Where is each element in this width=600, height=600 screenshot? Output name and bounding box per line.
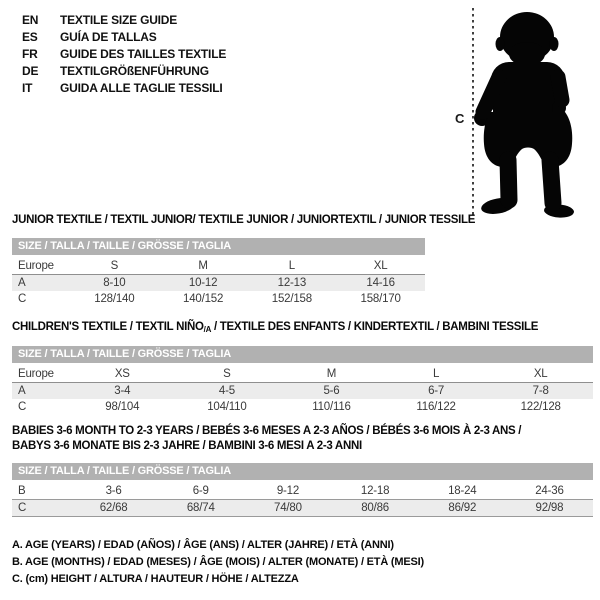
language-code: ES bbox=[22, 29, 38, 44]
children-size-table bbox=[12, 346, 593, 415]
legend-line-c: C. (cm) HEIGHT / ALTURA / HAUTEUR / HÖHE / ALTEZZA bbox=[12, 573, 299, 585]
height-cell: 104/110 bbox=[207, 401, 247, 413]
age-cell: 14-16 bbox=[366, 277, 395, 289]
language-row-fr bbox=[22, 45, 226, 62]
size-cell: M bbox=[198, 259, 208, 272]
junior-section-heading: JUNIOR TEXTILE / TEXTIL JUNIOR/ TEXTILE JUNIOR / JUNIORTEXTIL / JUNIOR TESSILE bbox=[12, 214, 476, 226]
height-cell: 152/158 bbox=[271, 293, 312, 305]
size-cell: L bbox=[432, 367, 440, 380]
language-title: GUIDA ALLE TAGLIE TESSILI bbox=[60, 80, 223, 95]
row-label: A bbox=[18, 277, 26, 289]
language-row-de bbox=[22, 62, 226, 79]
language-row-it bbox=[22, 79, 226, 96]
table-row-height bbox=[12, 291, 425, 307]
age-cell: 10-12 bbox=[188, 277, 218, 289]
row-label: C bbox=[18, 293, 27, 305]
size-cell: S bbox=[223, 367, 231, 380]
children-heading-text: CHILDREN'S TEXTILE / TEXTIL NIÑO bbox=[12, 321, 204, 333]
size-cell: XL bbox=[373, 259, 388, 272]
language-code: IT bbox=[22, 80, 33, 95]
age-cell: 7-8 bbox=[532, 385, 549, 397]
row-label: Europe bbox=[18, 367, 54, 380]
size-cell: XL bbox=[533, 367, 548, 380]
size-cell: S bbox=[110, 259, 119, 272]
legend-line-a: A. AGE (YEARS) / EDAD (AÑOS) / ÂGE (ANS) / ALTER (JAHRE) / ETÀ (ANNI) bbox=[12, 539, 394, 551]
language-title: GUÍA DE TALLAS bbox=[60, 29, 157, 44]
table-row-age bbox=[12, 383, 593, 399]
legend bbox=[12, 537, 424, 588]
size-cell: M bbox=[326, 367, 337, 380]
table-row-europe bbox=[12, 365, 593, 383]
babies-section-heading bbox=[12, 424, 521, 454]
language-code: EN bbox=[22, 12, 39, 27]
size-header-bar: SIZE / TALLA / TAILLE / GRÖSSE / TAGLIA bbox=[12, 346, 593, 363]
table-row-age-months bbox=[12, 482, 593, 500]
size-cell: L bbox=[288, 259, 295, 272]
height-cell: 122/128 bbox=[520, 401, 561, 413]
age-cell: 12-13 bbox=[277, 277, 307, 289]
age-cell: 3-4 bbox=[114, 385, 131, 397]
height-cell: 74/80 bbox=[274, 502, 302, 514]
height-cell: 98/104 bbox=[105, 401, 140, 413]
row-label: C bbox=[18, 502, 27, 514]
height-cell: 68/74 bbox=[186, 502, 215, 514]
age-cell: 4-5 bbox=[218, 385, 235, 397]
children-section-heading bbox=[12, 321, 538, 334]
language-title: TEXTILE SIZE GUIDE bbox=[60, 12, 178, 27]
height-cell: 158/170 bbox=[360, 293, 401, 305]
junior-size-table bbox=[12, 238, 425, 307]
table-row-height bbox=[12, 500, 593, 517]
table-row-height bbox=[12, 399, 593, 415]
height-cell: 80/86 bbox=[361, 502, 389, 514]
age-cell: 24-36 bbox=[535, 484, 564, 497]
babies-heading-line2: BABYS 3-6 MONATE BIS 2-3 JAHRE / BAMBINI 3-6 MESI A 2-3 ANNI bbox=[12, 440, 362, 452]
language-title: TEXTILGRÖßENFÜHRUNG bbox=[60, 63, 209, 78]
height-cell: 110/116 bbox=[312, 401, 351, 413]
age-cell: 12-18 bbox=[360, 484, 390, 497]
language-code: FR bbox=[22, 46, 38, 61]
babies-heading-line1: BABIES 3-6 MONTH TO 2-3 YEARS / BEBÉS 3-6 MESES A 2-3 AÑOS / BÉBÉS 3-6 MOIS À 2-3 ANS / bbox=[12, 425, 522, 437]
height-cell: 140/152 bbox=[183, 293, 224, 305]
age-cell: 3-6 bbox=[105, 484, 122, 497]
size-header-bar: SIZE / TALLA / TAILLE / GRÖSSE / TAGLIA bbox=[12, 238, 425, 255]
language-list bbox=[22, 11, 226, 96]
row-label: B bbox=[18, 484, 26, 497]
table-row-age bbox=[12, 275, 425, 291]
language-title: GUIDE DES TAILLES TEXTILE bbox=[60, 46, 227, 61]
age-cell: 8-10 bbox=[103, 277, 126, 289]
children-heading-subscript: /A bbox=[203, 325, 212, 334]
table-row-europe bbox=[12, 257, 425, 275]
size-header-bar: SIZE / TALLA / TAILLE / GRÖSSE / TAGLIA bbox=[12, 463, 593, 480]
language-code: DE bbox=[22, 63, 39, 78]
row-label: Europe bbox=[18, 259, 54, 272]
height-cell: 128/140 bbox=[94, 293, 135, 305]
toddler-silhouette-figure bbox=[450, 2, 598, 224]
age-cell: 18-24 bbox=[448, 484, 477, 497]
legend-line-b: B. AGE (MONTHS) / EDAD (MESES) / ÂGE (MOIS) / ALTER (MONATE) / ETÀ (MESI) bbox=[12, 556, 424, 568]
language-row-en bbox=[22, 11, 226, 28]
height-cell: 116/122 bbox=[416, 401, 456, 413]
row-label: A bbox=[18, 385, 26, 397]
height-cell: 62/68 bbox=[99, 502, 128, 514]
age-cell: 6-9 bbox=[192, 484, 209, 497]
age-cell: 9-12 bbox=[276, 484, 300, 497]
babies-size-table bbox=[12, 463, 593, 517]
row-label: C bbox=[18, 401, 27, 413]
language-row-es bbox=[22, 28, 226, 45]
height-cell: 86/92 bbox=[448, 502, 477, 514]
toddler-silhouette-icon bbox=[450, 2, 598, 224]
age-cell: 5-6 bbox=[323, 385, 340, 397]
age-cell: 6-7 bbox=[428, 385, 445, 397]
children-heading-text: / TEXTILE DES ENFANTS / KINDERTEXTIL / BAMBINI TESSILE bbox=[211, 321, 539, 333]
height-cell: 92/98 bbox=[535, 502, 564, 514]
size-cell: XS bbox=[114, 367, 130, 380]
height-measure-label: C bbox=[455, 111, 465, 126]
